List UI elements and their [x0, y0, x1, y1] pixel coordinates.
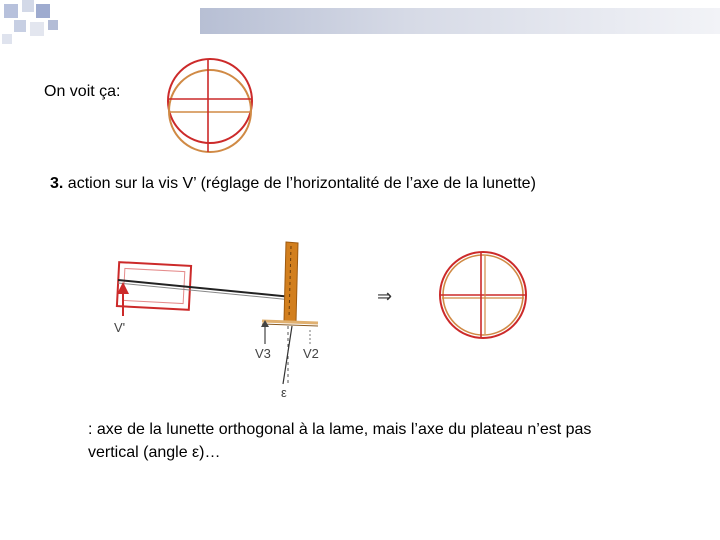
reticle-after — [440, 252, 526, 338]
plate — [262, 321, 318, 323]
label-v3: V3 — [255, 346, 271, 361]
telescope-diagram — [114, 242, 319, 400]
step-number: 3. — [50, 175, 64, 192]
caption-line-2: vertical (angle ε)… — [88, 444, 221, 461]
intro-text: On voit ça: — [44, 83, 121, 100]
caption-line-1: : axe de la lunette orthogonal à la lame, mais l’axe du plateau n’est pas — [88, 421, 592, 438]
telescope-axis — [118, 280, 292, 297]
telescope-axis-shadow — [118, 283, 292, 300]
reticle-circle-orange — [169, 70, 251, 152]
step-text: action sur la vis V’ (réglage de l’horizontalité de l’axe de la lunette) — [67, 175, 536, 192]
reticle-before — [168, 59, 252, 152]
label-v2: V2 — [303, 346, 319, 361]
label-epsilon: ε — [281, 385, 287, 400]
reticle-circle-red — [168, 59, 252, 143]
plate-edge — [262, 324, 318, 326]
label-v-prime: V' — [114, 320, 126, 335]
caption — [88, 418, 678, 464]
implies-arrow-icon: ⇒ — [377, 286, 393, 307]
